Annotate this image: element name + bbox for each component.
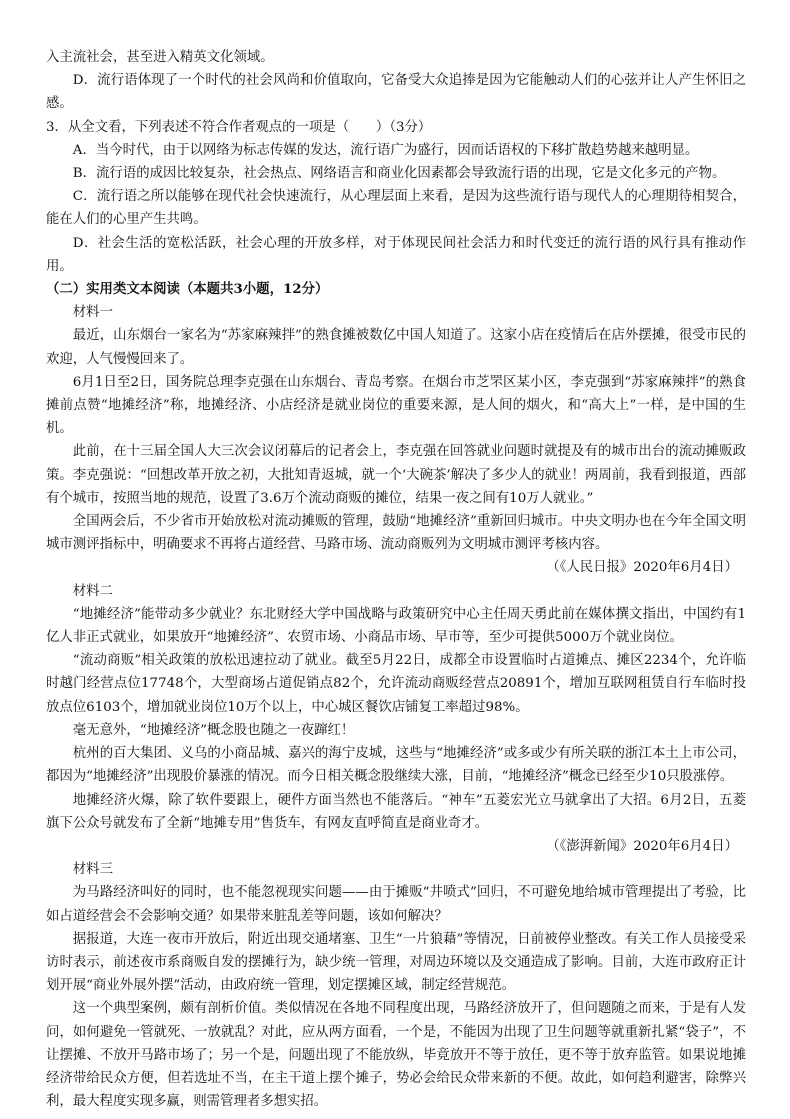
material3-label: 材料三 bbox=[72, 862, 113, 878]
material1-paragraph: 全国两会后，不少省市开始放松对流动摊贩的管理，鼓励“地摊经济”重新回归城市。中央文明办也在今年全国文明城市测评指标中，明确要求不再将占道经营、马路市场、流动商贩列为文明城市测评考核内容。 bbox=[46, 514, 746, 553]
material2-paragraph: “地摊经济”能带动多少就业？东北财经大学中国战略与政策研究中心主任周天勇此前在媒体撰文指出，中国约有1亿人非正式就业，如果放开“地摊经济”、农贸市场、小商品市场、早市等，至少可提供5000万个就业岗位。 bbox=[46, 606, 746, 646]
material1-source: （《人民日报》2020年6月4日） bbox=[546, 560, 738, 576]
material1-paragraph: 最近，山东烟台一家名为“苏家麻辣拌”的熟食摊被数亿中国人知道了。这家小店在疫情后在店外摆摊，很受市民的欢迎，人气慢慢回来了。 bbox=[46, 328, 746, 367]
material1-label: 材料一 bbox=[72, 305, 113, 321]
material3-paragraph: 据报道，大连一夜市开放后，附近出现交通堵塞、卫生“一片狼藉”等情况，日前被停业整改。有关工作人员接受采访时表示，前述夜市系商贩自发的摆摊行为，缺少统一管理，对周边环境以及交通造成了影响。目前，大连市政府正计划开展“商业外展外摆”活动，由政府统一管理，划定摆摊区域，制定经营规范。 bbox=[46, 931, 746, 994]
q3-stem: 3．从全文看，下列表述不符合作者观点的一项是（ ）（3分） bbox=[46, 119, 432, 135]
material2-paragraph: 毫无意外，“地摊经济”概念股也随之一夜蹿红！ bbox=[72, 722, 355, 738]
q2-option-c-continuation: 入主流社会，甚至进入精英文化领域。 bbox=[46, 50, 274, 65]
exam-page bbox=[46, 46, 746, 1113]
q3-option-c: C．流行语之所以能够在现代社会快速流行，从心理层面上来看，是因为这些流行语与现代人的心理期待相契合，能在人们的心里产生共鸣。 bbox=[46, 189, 746, 228]
q3-option-a: A．当今时代，由于以网络为标志传媒的发达，流行语广为盛行，因而话语权的下移扩散趋势越来越明显。 bbox=[72, 142, 699, 158]
section-title: （二）实用类文本阅读（本题共3小题，12分） bbox=[46, 281, 329, 298]
material2-source: （《澎湃新闻》2020年6月4日） bbox=[546, 838, 738, 854]
material2-paragraph: 杭州的百大集团、义乌的小商品城、嘉兴的海宁皮城，这些与“地摊经济”或多或少有所关联的浙江本土上市公司，都因为“地摊经济”出现股价暴涨的情况。而今日相关概念股继续大涨，目前，“地摊经济”概念已经至少10只股涨停。 bbox=[46, 746, 746, 785]
material3-paragraph: 这一个典型案例，颇有剖析价值。类似情况在各地不同程度出现，马路经济放开了，但问题随之而来，于是有人发问，如何避免一管就死、一放就乱？对此，应从两方面看，一个是，不能因为出现了卫生问题等就重新扎紧“袋子”，不让摆摊、不放开马路市场了；另一个是，问题出现了不能放纵，毕竟放开不等于放任，更不等于放弃监管。如果说地摊经济带给民众方便，但若选址不当，在主干道上摆个摊子，势必会给民众带来新的不便。故此，如何趋利避害，除弊兴利，最大程度实现多赢，则需管理者多想实招。 bbox=[46, 1001, 746, 1110]
material1-paragraph: 此前，在十三届全国人大三次会议闭幕后的记者会上，李克强在回答就业问题时就提及有的城市出台的流动摊贩政策。李克强说：“回想改革开放之初，大批知青返城，就一个‘大碗茶’解决了多少人的就业！两周前，我看到报道，西部有个城市，按照当地的规范，设置了3.6万个流动商贩的摊位，结果一夜之间有10万人就业。” bbox=[46, 444, 746, 506]
material3-paragraph: 为马路经济叫好的同时，也不能忽视现实问题——由于摊贩“井喷式”回归，不可避免地给城市管理提出了考验，比如占道经营会不会影响交通？如果带来脏乱差等问题，该如何解决？ bbox=[46, 885, 746, 924]
q3-option-d: D．社会生活的宽松活跃，社会心理的开放多样，对于体现民间社会活力和时代变迁的流行语的风行具有推动作用。 bbox=[46, 235, 746, 274]
material2-label: 材料二 bbox=[72, 583, 113, 599]
q3-option-b: B．流行语的成因比较复杂，社会热点、网络语言和商业化因素都会导致流行语的出现，它是文化多元的产物。 bbox=[72, 166, 726, 182]
material2-paragraph: “流动商贩”相关政策的放松迅速拉动了就业。截至5月22日，成都全市设置临时占道摊点、摊区2234个，允许临时越门经营点位17748个，大型商场占道促销点82个，允许流动商贩经营点20891个，增加互联网租赁自行车临时投放点位6103个，增加就业岗位10万个以上，中心城区餐饮店铺复工率超过98%。 bbox=[46, 653, 746, 715]
material1-paragraph: 6月1日至2日，国务院总理李克强在山东烟台、青岛考察。在烟台市芝罘区某小区，李克强到“苏家麻辣拌”的熟食摊前点赞“地摊经济”称，地摊经济、小店经济是就业岗位的重要来源，是人间的烟火，和“高大上”一样，是中国的生机。 bbox=[46, 374, 746, 437]
material2-paragraph: 地摊经济火爆，除了软件要跟上，硬件方面当然也不能落后。“神车”五菱宏光立马就拿出了大招。6月2日，五菱旗下公众号就发布了全新“地摊专用”售货车，有网友直呼简直是商业奇才。 bbox=[46, 792, 746, 831]
q2-option-d: D．流行语体现了一个时代的社会风尚和价值取向，它备受大众追捧是因为它能触动人们的心弦并让人产生怀旧之感。 bbox=[46, 73, 746, 112]
